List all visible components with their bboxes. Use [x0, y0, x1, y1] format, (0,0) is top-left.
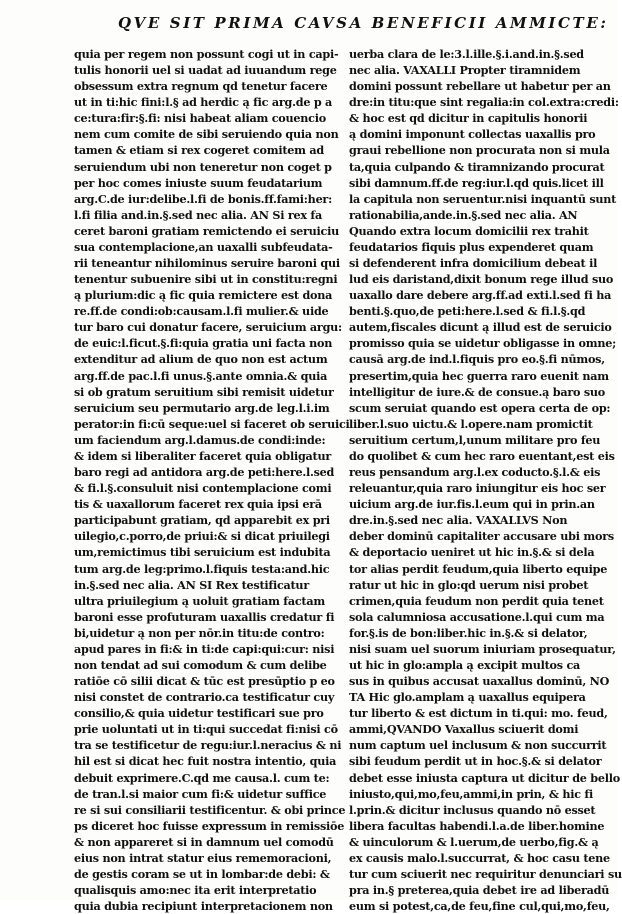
text-line: arg.C.de iur:delibe.l.fi de bonis.ff.fami:her:: [74, 191, 332, 206]
text-line: TA Hic glo.amplam ą uaxallus equipera: [349, 690, 586, 705]
text-line: extenditur ad alium de quo non est actum: [74, 352, 328, 367]
text-line: scum seruiat quando est opera certa de op:: [349, 400, 611, 415]
text-line: ut hic in glo:ampla ą excipit multos ca: [349, 657, 581, 672]
text-line: deber dominū capitaliter accusare ubi mors: [349, 529, 614, 544]
text-column-left: [74, 46, 350, 914]
text-line: dre:in titu:que sint regalia:in col.extra:credi:: [349, 95, 619, 110]
text-line: ce:tura:fir:§.fi: nisi habeat aliam couencio: [74, 111, 326, 126]
text-line: de tran.l.si maior cum fi:& uidetur suffice: [74, 786, 327, 801]
text-line: quia per regem non possunt cogi ut in capi-: [74, 47, 339, 61]
text-line: tis & uaxallorum faceret rex quia ipsi erā: [74, 497, 322, 512]
text-line: num captum uel inclusum & non succurrit: [349, 738, 607, 753]
text-line: tra se testificetur de regu:iur.l.neracius & ni: [74, 738, 342, 753]
text-line: do quolibet & cum hec raro euentant,est eis: [349, 448, 615, 463]
text-line: sola calumniosa accusatione.l.qui cum ma: [349, 609, 605, 624]
text-line: apud pares in fi:& in ti:de capi:qui:cur: nisi: [74, 641, 335, 656]
text-line: nec alia. VAXALLI Propter tiramnidem: [349, 63, 581, 78]
text-line: nisi suam uel suorum iniuriam prosequatur,: [349, 641, 616, 656]
text-line: l.prin.& dicitur inclusus quando nō esset: [349, 802, 596, 817]
text-line: & fi.l.§.consuluit nisi contemplacione comi: [74, 481, 332, 496]
text-line: baro regi ad antidora arg.de peti:here.l.sed: [74, 465, 335, 480]
text-line: eius non intrat statur eius rememoracioni,: [74, 850, 332, 865]
text-line: consilio,& quia uidetur testificari sue pro: [74, 706, 324, 721]
text-line: liber.l.suo uictu.& l.opere.nam promictit: [349, 416, 593, 431]
text-column-right: [349, 46, 622, 914]
text-line: ammi,QVANDO Vaxallus sciuerit domi: [349, 722, 579, 737]
text-line: iniusto,qui,mo,feu,ammi,in prin, & hic fi: [349, 786, 593, 801]
text-line: tur liberto & est dictum in ti.qui: mo. feud,: [349, 706, 608, 721]
text-line: causā arg.de ind.l.fiquis pro eo.§.fi nūmos,: [349, 352, 605, 367]
text-line: tenentur subuenire sibi ut in constitu:regni: [74, 272, 338, 287]
text-line: autem,fiscales dicunt ą illud est de seruicio: [349, 320, 612, 335]
text-line: baroni esse profuturam uaxallis credatur fi: [74, 609, 335, 624]
text-line: ex causis malo.l.succurrat, & hoc casu tene: [349, 850, 610, 865]
text-line: prie uoluntati ut in ti:qui succedat fi:nisi cō: [74, 722, 338, 737]
text-line: la capitula non seruentur.nisi inquantū sunt: [349, 191, 617, 206]
text-line: seruitium certum,l,unum militare pro feu: [349, 432, 601, 447]
text-line: re.ff.de condi:ob:causam.l.fi mulier.& uide: [74, 304, 329, 319]
text-line: seruiendum ubi non teneretur non coget p: [74, 159, 332, 174]
text-line: libera facultas habendi.l.a.de liber.homine: [349, 818, 605, 833]
text-line: uilegio,c.porro,de priui:& si dicat priuilegi: [74, 529, 330, 544]
text-line: nem cum comite de sibi seruiendo quia non: [74, 127, 339, 142]
text-line: presertim,quia hec guerra raro euenit nam: [349, 368, 609, 383]
text-line: benti.§.quo,de peti:here.l.sed & fi.l.§.qd: [349, 304, 586, 319]
text-line: feudatarios fiquis plus expenderet quam: [349, 239, 594, 254]
text-line: & hoc est qd dicitur in capitulis honorii: [349, 111, 588, 126]
text-line: sibi damnum.ff.de reg:iur.l.qd quis.licet ill: [349, 175, 604, 190]
text-line: graui rebellione non procurata non si mula: [349, 143, 610, 158]
text-line: ratur ut hic in glo:qd uerum nisi probet: [349, 577, 589, 592]
text-line: ceret baroni gratiam remictendo ei seruiciu: [74, 223, 339, 238]
text-line: & deportacio ueniret ut hic in.§.& si dela: [349, 545, 595, 560]
text-line: lud eis daristand,dixit bonum rege illud suo: [349, 272, 614, 287]
text-line: sus in quibus accusat uaxallus dominū, NO: [349, 674, 610, 689]
text-line: uaxallo dare debere arg.ff.ad exti.l.sed fi ha: [349, 288, 612, 303]
text-line: de gestis coram se ut in lombar:de debi: &: [74, 866, 330, 881]
text-line: ta,quia culpando & tiramnizando procurat: [349, 159, 605, 174]
text-line: tulis honorii uel si uadat ad iuuandum rege: [74, 63, 337, 78]
text-line: & idem si liberaliter faceret quia obligatur: [74, 448, 331, 463]
text-line: tum arg.de leg:primo.l.fiquis testa:and.hic: [74, 561, 330, 576]
text-line: sua contemplacione,an uaxalli subfeudata-: [74, 239, 333, 254]
text-line: nisi constet de contrario.ca testificatur cuy: [74, 690, 335, 705]
running-head: QVE SIT PRIMA CAVSA BENEFICII AMMICTE:: [118, 14, 609, 32]
text-line: & uinculorum & l.uerum,de uerbo,fig.& ą: [349, 834, 599, 849]
text-line: sibi feudum perdit ut in hoc.§.& si delator: [349, 754, 602, 769]
text-line: qualisquis amo:nec ita erit interpretatio: [74, 883, 317, 898]
text-line: ps diceret hoc fuisse expressum in remissiōe: [74, 818, 345, 833]
text-line: hil est si dicat hec fuit nostra intentio, quia: [74, 754, 337, 769]
text-line: crimen,quia feudum non perdit quia tenet: [349, 593, 604, 608]
text-line: si defenderent infra domicilium debeat il: [349, 256, 598, 271]
text-line: participabunt gratiam, qd apparebit ex pri: [74, 513, 330, 528]
text-line: reus pensandum arg.l.ex coducto.§.l.& eis: [349, 465, 601, 480]
text-line: bi,uidetur ą non per nōr.in titu:de contro:: [74, 625, 325, 640]
text-line: re si sui consiliarii testificentur. & obi prince: [74, 802, 346, 817]
text-line: de euic:l.ficut.§.fi:quia gratia uni facta non: [74, 336, 333, 351]
text-line: in.§.sed nec alia. AN SI Rex testificatur: [74, 577, 309, 592]
text-line: tamen & etiam si rex cogeret comitem ad: [74, 143, 324, 158]
text-line: ą domini imponunt collectas uaxallis pro: [349, 127, 596, 142]
text-line: tur cum sciuerit nec requiritur denunciari su: [349, 866, 622, 881]
text-line: um faciendum arg.l.damus.de condi:inde:: [74, 432, 326, 447]
text-line: ratiōe cō silii dicat & tūc est presūptio p eo: [74, 674, 335, 689]
text-line: uicium arg.de iur.fis.l.eum qui in prin.an: [349, 497, 595, 512]
text-line: ą plurium:dic ą fic quia remictere est dona: [74, 288, 333, 303]
text-line: tur baro cui donatur facere, seruicium argu:: [74, 320, 342, 335]
text-line: si ob gratum seruitium sibi remisit uidetur: [74, 384, 334, 399]
text-line: perator:in fi:cū seque:uel si faceret ob seruici: [74, 416, 350, 431]
text-line: quia dubia recipiunt interpretacionem non: [74, 899, 333, 914]
text-line: releuantur,quia raro iniungitur eis hoc ser: [349, 481, 606, 496]
text-line: eum si potest,ca,de feu,fine cul,qui,mo,feu,: [349, 899, 610, 914]
text-line: debuit exprimere.C.qd me causa.l. cum te:: [74, 770, 330, 785]
text-line: non tendat ad sui comodum & cum delibe: [74, 657, 327, 672]
text-line: intelligitur de iure.& de consue.ą baro suo: [349, 384, 606, 399]
text-line: pra in.§ preterea,quia debet ire ad liberadū: [349, 883, 610, 898]
text-line: dre.in.§.sed nec alia. VAXALLVS Non: [349, 513, 568, 528]
text-line: obsessum extra regnum qd tenetur facere: [74, 79, 328, 94]
text-line: for.§.is de bon:liber.hic in.§.& si delator,: [349, 625, 588, 640]
text-line: tor alias perdit feudum,quia liberto equipe: [349, 561, 608, 576]
text-line: um,remictimus tibi seruicium est indubita: [74, 545, 331, 560]
text-line: & non appareret si in damnum uel comodū: [74, 834, 334, 849]
text-line: promisso quia se uidetur obligasse in omne;: [349, 336, 616, 351]
text-line: seruicium seu permutario arg.de leg.l.i.im: [74, 400, 330, 415]
text-line: ultra priuilegium ą uoluit gratiam factam: [74, 593, 325, 608]
text-line: arg.ff.de pac.l.fi unus.§.ante omnia.& quia: [74, 368, 328, 383]
text-line: domini possunt rebellare ut habetur per an: [349, 79, 611, 94]
text-line: rii teneantur nihilominus seruire baroni qui: [74, 256, 340, 271]
text-line: rationabilia,ande.in.§.sed nec alia. AN: [349, 207, 578, 222]
text-line: ut in ti:hic fini:l.§ ad herdic ą fic arg.de p a: [74, 95, 333, 110]
text-line: uerba clara de le:3.l.ille.§.i.and.in.§.sed: [349, 47, 584, 61]
text-line: per hoc comes iniuste suum feudatarium: [74, 175, 323, 190]
text-line: debet esse iniusta captura ut dicitur de bello: [349, 770, 620, 785]
text-line: Quando extra locum domicilii rex trahit: [349, 223, 589, 238]
text-line: l.fi filia and.in.§.sed nec alia. AN Si rex fa: [74, 207, 322, 222]
